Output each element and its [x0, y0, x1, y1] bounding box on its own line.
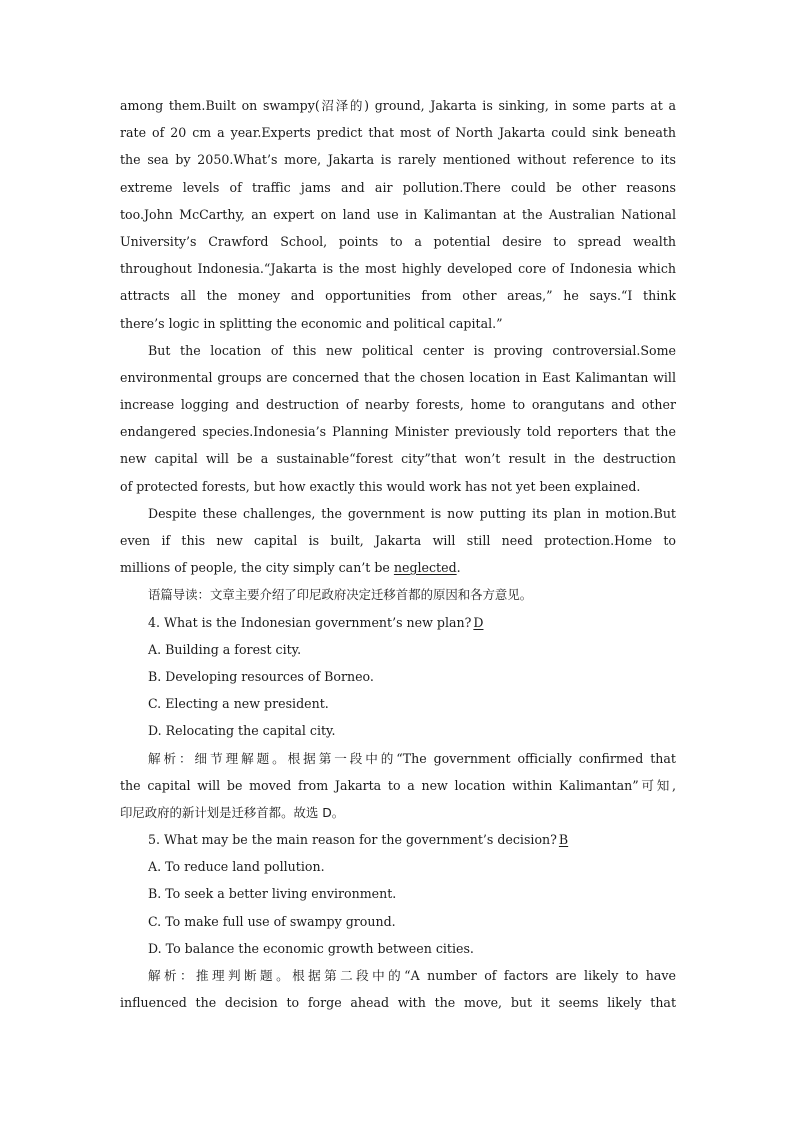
text-line: the sea by 2050.What’s more, Jakarta is rarely mentioned without reference to its: [120, 152, 676, 168]
question-4: [120, 609, 676, 827]
option-b: B. To seek a better living environment.: [148, 886, 397, 902]
passage-paragraph-2: [120, 337, 676, 500]
question-text: 4. What is the Indonesian government’s new plan?: [148, 614, 472, 630]
passage-paragraph-3: [120, 500, 676, 582]
text-line: attracts all the money and opportunities from other areas,” he says.“I think: [120, 288, 676, 304]
text-line: new capital will be a sustainable“forest city”that won’t result in the destruction: [120, 451, 676, 467]
passage-guide: 语篇导读：文章主要介绍了印尼政府决定迁移首都的原因和各方意见。: [148, 587, 533, 603]
option-d: D. Relocating the capital city.: [148, 723, 336, 739]
option-c: C. To make full use of swampy ground.: [148, 913, 396, 929]
text-line: University’s Crawford School, points to a potential desire to spread wealth: [120, 233, 676, 249]
question-stem: [120, 826, 676, 853]
text-line: environmental groups are concerned that the chosen location in East Kalimantan will: [120, 369, 676, 385]
text-line: too.John McCarthy, an expert on land use in Kalimantan at the Australian National: [120, 206, 676, 222]
text-line: there’s logic in splitting the economic and political capital.”: [120, 315, 503, 331]
analysis-line: influenced the decision to forge ahead with the move, but it seems likely that: [120, 995, 676, 1011]
text-line: But the location of this new political center is proving controversial.Some: [148, 342, 676, 358]
passage-paragraph-1: [120, 92, 676, 337]
text-line: endangered species.Indonesia’s Planning Minister previously told reporters that the: [120, 424, 676, 440]
answer-blank: B: [558, 832, 569, 848]
text-segment: millions of people, the city simply can’t be: [120, 560, 394, 576]
analysis-line: 解析：细节理解题。根据第一段中的“The government officially confirmed that: [148, 750, 676, 766]
option-b: B. Developing resources of Borneo.: [148, 668, 374, 684]
underlined-word: neglected: [393, 560, 457, 576]
text-line: [120, 554, 676, 581]
text-line: increase logging and destruction of nearby forests, home to orangutans and other: [120, 397, 676, 413]
text-line: extreme levels of traffic jams and air pollution.There could be other reasons: [120, 179, 676, 195]
text-segment: .: [456, 560, 461, 576]
analysis-line: the capital will be moved from Jakarta to a new location within Kalimantan”可知,: [120, 777, 676, 793]
text-line: throughout Indonesia.“Jakarta is the most highly developed core of Indonesia which: [120, 261, 676, 277]
question-text: 5. What may be the main reason for the government’s decision?: [148, 832, 557, 848]
text-line: rate of 20 cm a year.Experts predict that most of North Jakarta could sink beneath: [120, 125, 676, 141]
question-5: [120, 826, 676, 1016]
text-line: of protected forests, but how exactly this would work has not yet been explained.: [120, 478, 641, 494]
option-a: A. Building a forest city.: [148, 641, 302, 657]
answer-blank: D: [473, 614, 484, 630]
text-line: Despite these challenges, the government is now putting its plan in motion.But: [148, 505, 676, 521]
analysis-line: 印尼政府的新计划是迁移首都。故选 D。: [120, 804, 345, 820]
text-line: among them.Built on swampy(沼泽的) ground, Jakarta is sinking, in some parts at a: [120, 98, 676, 113]
analysis-line: 解析：推理判断题。根据第二段中的“A number of factors are likely to have: [148, 968, 676, 983]
document-content: [120, 92, 676, 1016]
question-stem: [120, 609, 676, 636]
option-a: A. To reduce land pollution.: [148, 859, 325, 875]
text-line: even if this new capital is built, Jakarta will still need protection.Home to: [120, 533, 676, 548]
option-c: C. Electing a new president.: [148, 696, 329, 712]
option-d: D. To balance the economic growth between cities.: [148, 940, 474, 956]
